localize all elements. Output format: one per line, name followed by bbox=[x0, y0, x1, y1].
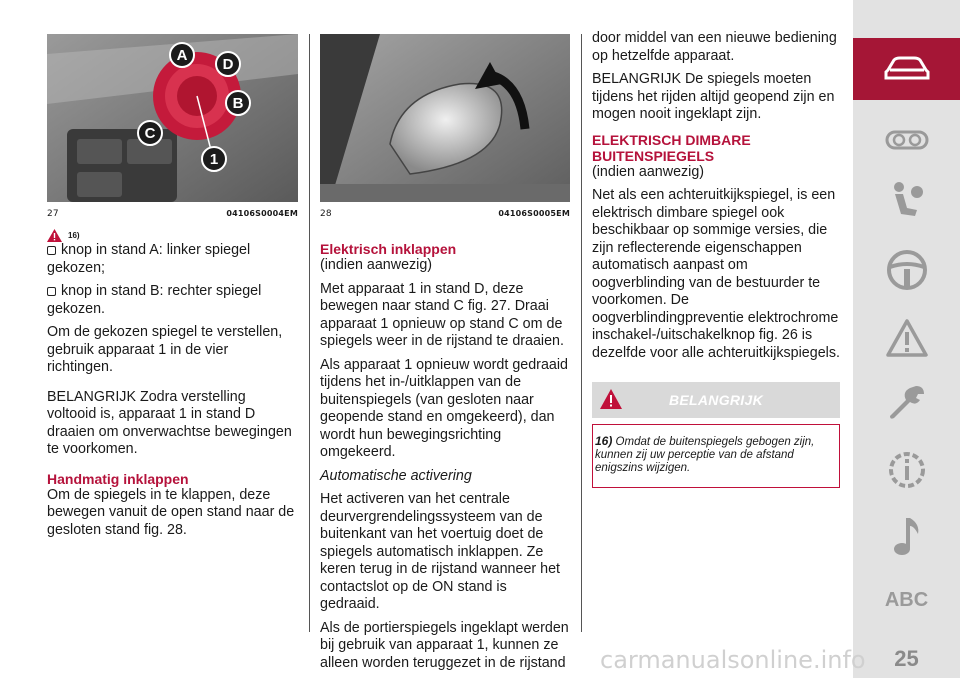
sidebar-tab-maintenance[interactable] bbox=[853, 442, 960, 497]
figure-caption bbox=[320, 209, 570, 219]
sidebar-tab-multimedia[interactable] bbox=[853, 512, 960, 562]
sidebar-tab-index[interactable] bbox=[853, 585, 960, 615]
section-heading: Elektrisch inklappen bbox=[320, 241, 457, 257]
figure-code: 04106S0005EM bbox=[498, 209, 570, 218]
section-heading: ELEKTRISCH DIMBARE BUITENSPIEGELS bbox=[592, 131, 751, 164]
subtitle: (indien aanwezig) bbox=[592, 163, 705, 180]
paragraph: BELANGRIJK Zodra verstelling voltooid is, apparaat 1 in stand D draaien om onverwachtse bewegingen te voorkomen. bbox=[47, 388, 292, 457]
bullet-item: knop in stand B: rechter spiegel gekozen. bbox=[47, 283, 262, 317]
paragraph: Als apparaat 1 opnieuw wordt gedraaid tijdens het in-/uitklappen van de buitenspiegels (van gesloten naar geopende stand en omgekeerd), dan wordt hun bewegingsrichting omgekeerd. bbox=[320, 356, 568, 460]
callout-A: A bbox=[169, 42, 195, 68]
figure-mirror-switch bbox=[47, 34, 298, 202]
warning-ref-number: 16) bbox=[68, 231, 80, 240]
paragraph: BELANGRIJK De spiegels moeten tijdens het rijden altijd geopend zijn en mogen nooit ingeklapt zijn. bbox=[592, 71, 835, 122]
figure-code: 04106S0004EM bbox=[226, 209, 298, 218]
paragraph: Om de spiegels in te klappen, deze bewegen vanuit de open stand naar de gesloten stand fig. 28. bbox=[47, 486, 295, 538]
abc-index-icon: ABC bbox=[884, 588, 929, 611]
paragraph: Net als een achteruitkijkspiegel, is een elektrisch dimbare spiegel ook beschikbaar op sommige versies, die zijn reflecterende eigenschappen automatisch aanpast om oogverblinding van de bestuurder te voorkomen. De oogverblindingpreventie elektrochrome inschakel-/uitschakelknop fig. 26 is dezelfde voor alle achteruitkijkspiegels. bbox=[592, 187, 840, 361]
important-box-title: BELANGRIJK bbox=[668, 392, 763, 408]
airbag-seat-icon bbox=[887, 180, 927, 220]
dashboard-icon bbox=[885, 129, 929, 151]
callout-B: B bbox=[225, 90, 251, 116]
callout-D: D bbox=[215, 51, 241, 77]
chapter-sidebar bbox=[853, 0, 960, 678]
sidebar-tab-safety[interactable] bbox=[853, 175, 960, 225]
callout-C: C bbox=[137, 120, 163, 146]
italic-subheading: Automatische activering bbox=[320, 467, 472, 484]
column-right bbox=[592, 30, 840, 488]
music-note-icon bbox=[892, 516, 922, 558]
important-box bbox=[592, 382, 840, 488]
note-text: Omdat de buitenspiegels gebogen zijn, kunnen zij uw perceptie van de afstand enigszins wijzigen. bbox=[595, 436, 815, 474]
column-divider bbox=[309, 34, 310, 632]
figure-number: 28 bbox=[320, 209, 332, 219]
sidebar-tab-emergency[interactable] bbox=[853, 378, 960, 428]
warning-triangle-icon bbox=[886, 319, 928, 357]
callout-1: 1 bbox=[201, 146, 227, 172]
bullet-item: knop in stand A: linker spiegel gekozen; bbox=[47, 242, 251, 276]
important-box-header bbox=[592, 382, 840, 418]
column-divider bbox=[581, 34, 582, 632]
page-number: 25 bbox=[894, 646, 919, 671]
wrench-icon bbox=[886, 382, 928, 424]
important-box-body bbox=[592, 424, 840, 488]
figure-mirror-fold bbox=[320, 34, 570, 202]
car-icon bbox=[884, 56, 930, 82]
sidebar-tab-driving[interactable] bbox=[853, 245, 960, 295]
note-number: 16) bbox=[595, 434, 613, 448]
warning-triangle-icon bbox=[600, 389, 622, 409]
checkbox-bullet-icon bbox=[47, 287, 56, 296]
mirror-fold-illustration bbox=[320, 34, 570, 202]
subtitle: (indien aanwezig) bbox=[320, 257, 433, 273]
paragraph: Het activeren van het centrale deurvergrendelingssysteem van de buitenkant van het voertuig doet de spiegels automatisch inklappen. Ze keren terug in de rijstand wanneer het contactslot op de ON stand is gedraaid. bbox=[320, 491, 561, 612]
warning-triangle-icon bbox=[47, 229, 62, 242]
steering-wheel-icon bbox=[886, 249, 928, 291]
sidebar-tab-dashboard[interactable] bbox=[853, 120, 960, 160]
paragraph: Als de portierspiegels ingeklapt werden bij gebruik van apparaat 1, kunnen ze alleen worden teruggezet in de rijstand bbox=[320, 619, 569, 671]
watermark: carmanualsonline.info bbox=[600, 646, 866, 674]
paragraph: Om de gekozen spiegel te verstellen, gebruik apparaat 1 in de vier richtingen. bbox=[47, 324, 283, 375]
paragraph: Met apparaat 1 in stand D, deze bewegen naar stand C fig. 27. Draai apparaat 1 opnieuw op stand C om de spiegels weer in de rijstand te draaien. bbox=[320, 280, 564, 349]
section-heading: Handmatig inklappen bbox=[47, 470, 189, 487]
sidebar-tab-car[interactable] bbox=[853, 38, 960, 100]
figure-caption bbox=[47, 209, 298, 219]
info-gear-icon bbox=[885, 448, 929, 492]
sidebar-tab-warnings[interactable] bbox=[853, 315, 960, 360]
column-left bbox=[47, 34, 298, 545]
paragraph: door middel van een nieuwe bediening op hetzelfde apparaat. bbox=[592, 30, 837, 64]
figure-number: 27 bbox=[47, 209, 59, 219]
warning-reference bbox=[47, 229, 298, 242]
column-middle bbox=[320, 34, 570, 678]
checkbox-bullet-icon bbox=[47, 246, 56, 255]
